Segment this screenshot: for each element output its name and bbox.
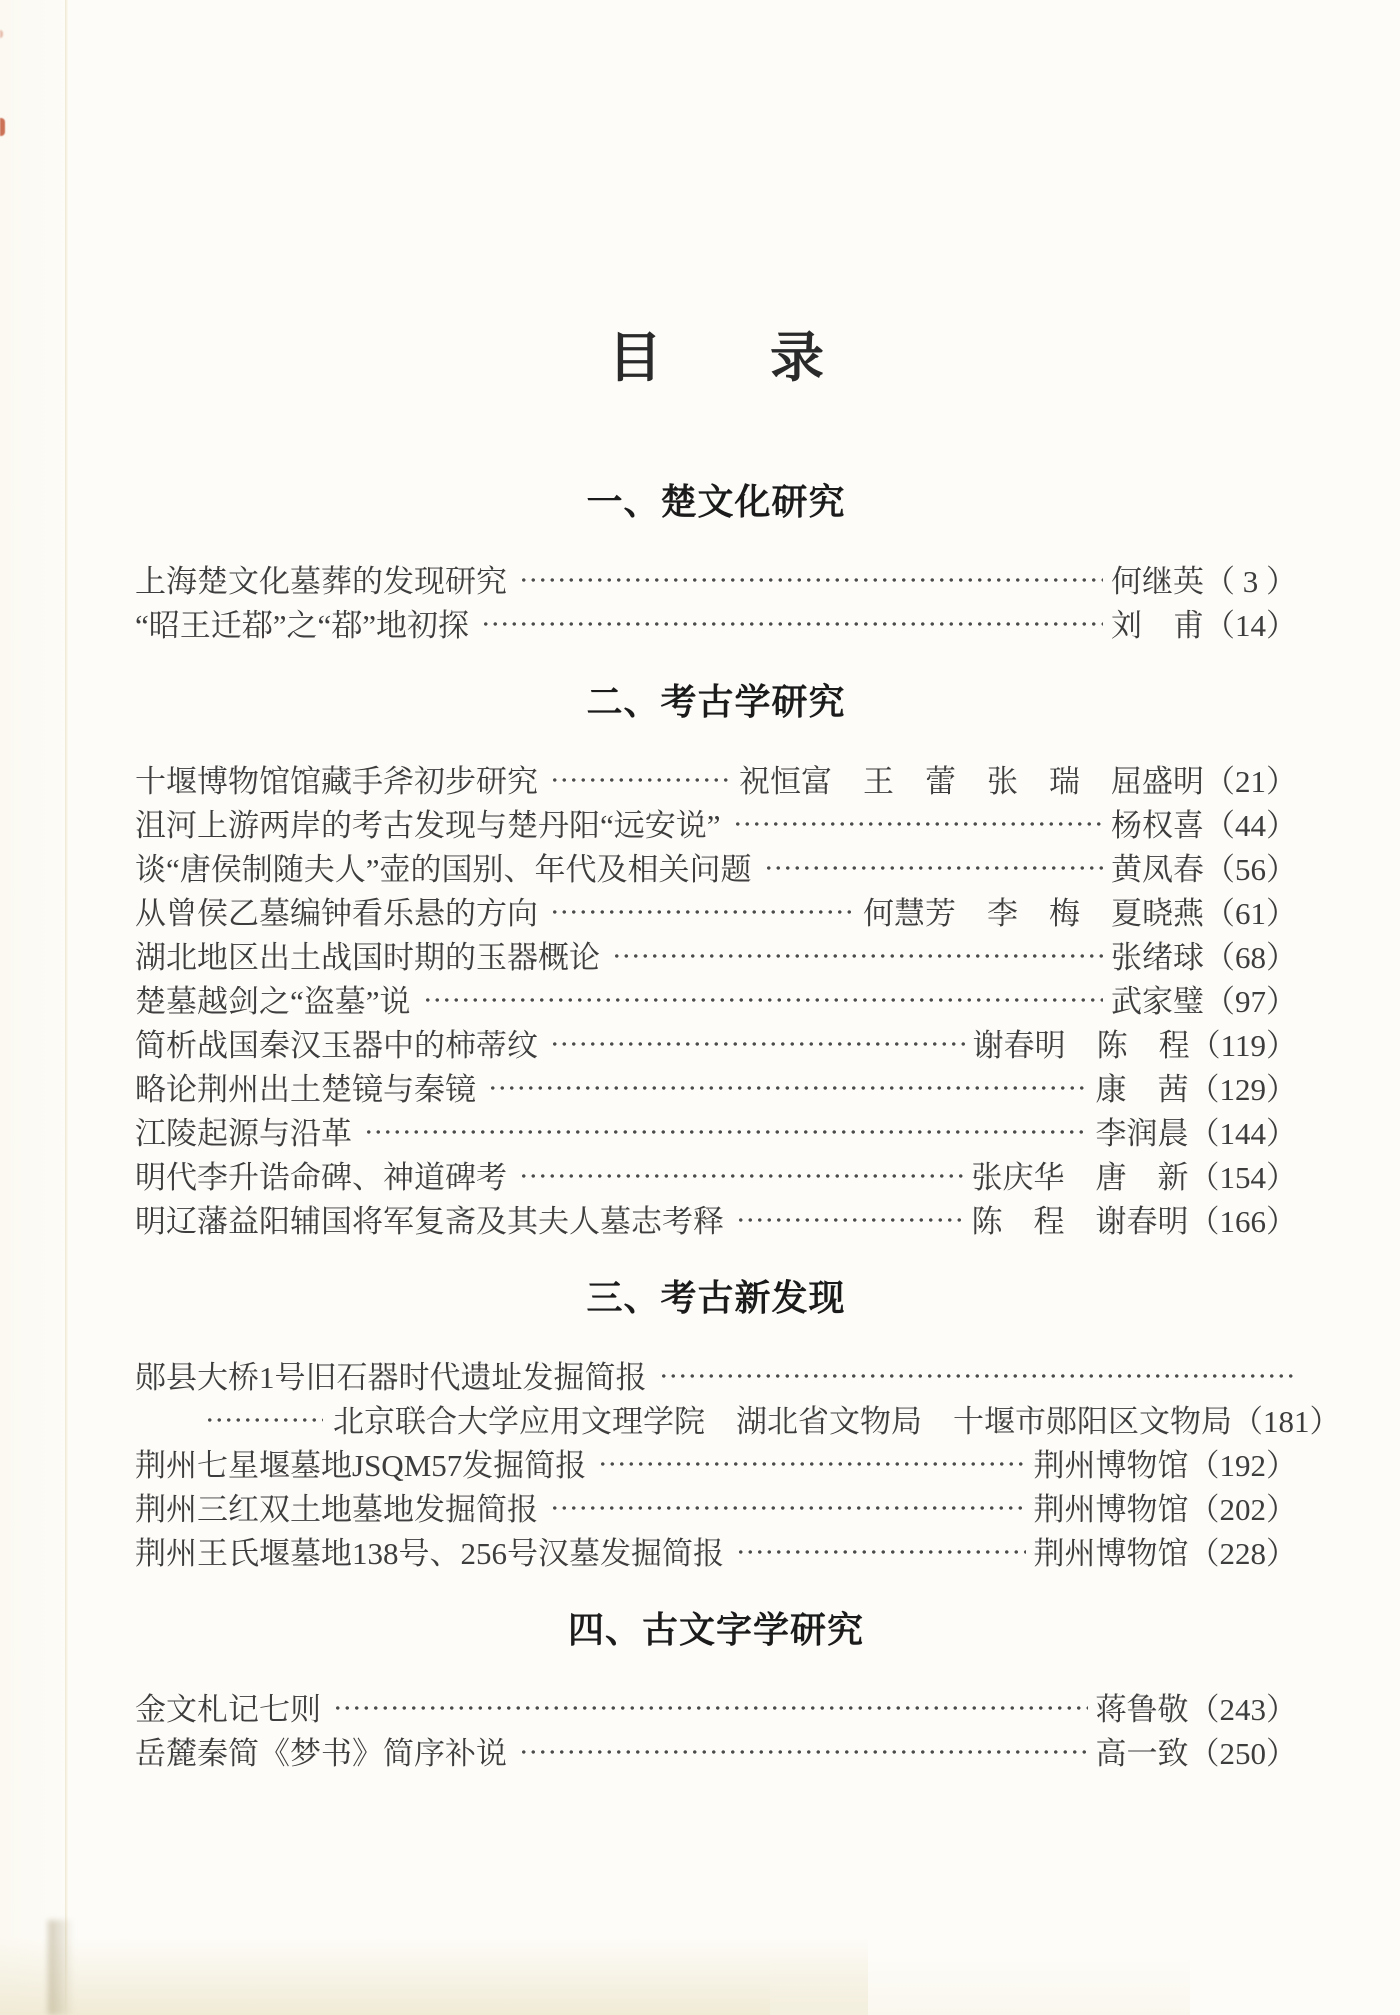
entry-title: 上海楚文化墓葬的发现研究 xyxy=(135,563,507,599)
entry-page-number: （166） xyxy=(1188,1203,1297,1239)
toc-entry-two-line xyxy=(135,1352,1341,1440)
entry-title: 金文札记七则 xyxy=(135,1691,321,1727)
toc-entry xyxy=(135,556,1297,600)
entry-page-number: （181） xyxy=(1232,1403,1341,1439)
entry-title: 江陵起源与沿革 xyxy=(135,1115,352,1151)
red-edge-mark xyxy=(0,118,5,136)
toc-entry xyxy=(135,1484,1297,1528)
entry-authors: 武家璧 xyxy=(1111,983,1204,1019)
leader-dots-prefix xyxy=(205,1418,323,1422)
section-heading: 四、古文字学研究 xyxy=(567,1609,864,1650)
toc-entry xyxy=(135,756,1297,800)
leader-dots xyxy=(736,1218,964,1222)
entry-title: 湖北地区出土战国时期的玉器概论 xyxy=(135,939,600,975)
entry-authors: 祝恒富 王 蕾 张 瑞 屈盛明 xyxy=(739,763,1204,799)
entry-authors: 张庆华 唐 新 xyxy=(971,1159,1189,1195)
toc-entry xyxy=(135,932,1297,976)
leader-dots xyxy=(733,822,1103,826)
book-gutter-shadow xyxy=(48,1920,74,2015)
page-left-edge-line xyxy=(65,0,68,2015)
leader-dots xyxy=(764,866,1103,870)
entry-title: 明辽藩益阳辅国将军复斋及其夫人墓志考释 xyxy=(135,1203,724,1239)
entry-page-number: （154） xyxy=(1188,1159,1297,1195)
leader-dots xyxy=(550,1042,965,1046)
entry-authors: 黄凤春 xyxy=(1111,851,1204,887)
toc-entry xyxy=(135,976,1297,1020)
entry-title: 荆州王氏堰墓地138号、256号汉墓发掘简报 xyxy=(135,1535,724,1571)
entry-authors: 杨权喜 xyxy=(1111,807,1204,843)
entry-authors: 荆州博物馆 xyxy=(1033,1491,1189,1527)
section-heading: 二、考古学研究 xyxy=(586,681,846,722)
entry-authors: 刘 甫 xyxy=(1111,607,1204,643)
leader-dots xyxy=(519,1174,964,1178)
leader-dots xyxy=(550,778,731,782)
entry-title: 荆州七星堰墓地JSQM57发掘简报 xyxy=(135,1447,587,1483)
entry-page-number: （228） xyxy=(1188,1535,1297,1571)
entry-title: 郧县大桥1号旧石器时代遗址发掘简报 xyxy=(135,1359,647,1395)
entry-page-number: （243） xyxy=(1188,1691,1297,1727)
entry-title: 简析战国秦汉玉器中的柿蒂纹 xyxy=(135,1027,538,1063)
entry-page-number: （144） xyxy=(1188,1115,1297,1151)
entry-page-number: （ 3 ） xyxy=(1204,563,1297,599)
leader-dots xyxy=(364,1130,1088,1134)
entry-title: 明代李升诰命碑、神道碑考 xyxy=(135,1159,507,1195)
toc-section xyxy=(135,1240,1341,1572)
leader-dots xyxy=(598,1462,1025,1466)
section-heading: 三、考古新发现 xyxy=(586,1277,846,1318)
entry-authors: 陈 程 谢春明 xyxy=(971,1203,1189,1239)
leader-dots xyxy=(550,1506,1026,1510)
leader-dots xyxy=(659,1374,1296,1378)
page-bottom-shadow xyxy=(0,1937,868,2015)
toc-sections xyxy=(135,444,1341,1772)
toc-entry xyxy=(135,1152,1297,1196)
toc-entry xyxy=(135,1684,1297,1728)
entry-authors: 何慧芳 李 梅 夏晓燕 xyxy=(863,895,1204,931)
entry-page-number: （97） xyxy=(1204,983,1297,1019)
toc-entry xyxy=(135,1728,1297,1772)
entry-title: 略论荆州出土楚镜与秦镜 xyxy=(135,1071,476,1107)
entry-page-number: （14） xyxy=(1204,607,1297,643)
leader-dots xyxy=(519,1750,1088,1754)
toc-entry xyxy=(135,1440,1297,1484)
toc-section xyxy=(135,1572,1297,1772)
page-title: 目 录 xyxy=(608,328,824,388)
entry-title: 从曾侯乙墓编钟看乐悬的方向 xyxy=(135,895,538,931)
section-heading: 一、楚文化研究 xyxy=(586,481,846,522)
entry-title: 荆州三红双土地墓地发掘简报 xyxy=(135,1491,538,1527)
entry-title: 岳麓秦简《梦书》简序补说 xyxy=(135,1735,507,1771)
toc-entry-line2 xyxy=(135,1396,1341,1440)
leader-dots xyxy=(550,910,855,914)
toc-entry xyxy=(135,800,1297,844)
entry-title: 沮河上游两岸的考古发现与楚丹阳“远安说” xyxy=(135,807,721,843)
entry-page-number: （68） xyxy=(1204,939,1297,975)
entry-page-number: （61） xyxy=(1204,895,1297,931)
entry-page-number: （192） xyxy=(1188,1447,1297,1483)
toc-entry xyxy=(135,1196,1297,1240)
entry-authors: 北京联合大学应用文理学院 湖北省文物局 十堰市郧阳区文物局 xyxy=(333,1403,1232,1439)
leader-dots xyxy=(488,1086,1088,1090)
entry-page-number: （129） xyxy=(1188,1071,1297,1107)
entry-title: 谈“唐侯制随夫人”壶的国别、年代及相关问题 xyxy=(135,851,752,887)
entry-authors: 谢春明 陈 程 xyxy=(972,1027,1190,1063)
toc-section xyxy=(135,444,1297,644)
entry-title: 楚墓越剑之“盗墓”说 xyxy=(135,983,411,1019)
entry-authors: 荆州博物馆 xyxy=(1033,1535,1189,1571)
table-of-contents xyxy=(135,0,1341,1772)
toc-entry xyxy=(135,888,1297,932)
toc-entry-line1 xyxy=(135,1352,1297,1396)
entry-page-number: （119） xyxy=(1189,1027,1297,1063)
section-entries xyxy=(135,556,1297,644)
page-bottom-shadow-fade xyxy=(770,1955,1190,2015)
entry-authors: 何继英 xyxy=(1111,563,1204,599)
entry-page-number: （21） xyxy=(1204,763,1297,799)
section-entries xyxy=(135,1684,1297,1772)
leader-dots xyxy=(333,1706,1088,1710)
entry-authors: 张绪球 xyxy=(1111,939,1204,975)
leader-dots xyxy=(481,622,1103,626)
toc-entry xyxy=(135,1108,1297,1152)
entry-authors: 蒋鲁敬 xyxy=(1095,1691,1189,1727)
toc-entry xyxy=(135,600,1297,644)
page-left-edge xyxy=(0,0,66,2015)
leader-dots xyxy=(736,1550,1026,1554)
leader-dots xyxy=(612,954,1103,958)
entry-title: 十堰博物馆馆藏手斧初步研究 xyxy=(135,763,538,799)
entry-authors: 李润晨 xyxy=(1095,1115,1189,1151)
entry-title: “昭王迁鄀”之“鄀”地初探 xyxy=(135,607,470,643)
leader-dots xyxy=(519,578,1103,582)
entry-page-number: （44） xyxy=(1204,807,1297,843)
entry-authors: 高一致 xyxy=(1095,1735,1189,1771)
toc-entry xyxy=(135,1528,1297,1572)
section-entries xyxy=(135,1352,1341,1572)
entry-authors: 康 茜 xyxy=(1095,1071,1189,1107)
red-edge-mark xyxy=(0,30,3,38)
entry-page-number: （56） xyxy=(1204,851,1297,887)
section-entries xyxy=(135,756,1297,1240)
entry-authors: 荆州博物馆 xyxy=(1033,1447,1189,1483)
entry-page-number: （202） xyxy=(1188,1491,1297,1527)
entry-page-number: （250） xyxy=(1188,1735,1297,1771)
toc-entry xyxy=(135,844,1297,888)
toc-section xyxy=(135,644,1297,1240)
leader-dots xyxy=(423,998,1103,1002)
toc-entry xyxy=(135,1064,1297,1108)
toc-entry xyxy=(135,1020,1297,1064)
